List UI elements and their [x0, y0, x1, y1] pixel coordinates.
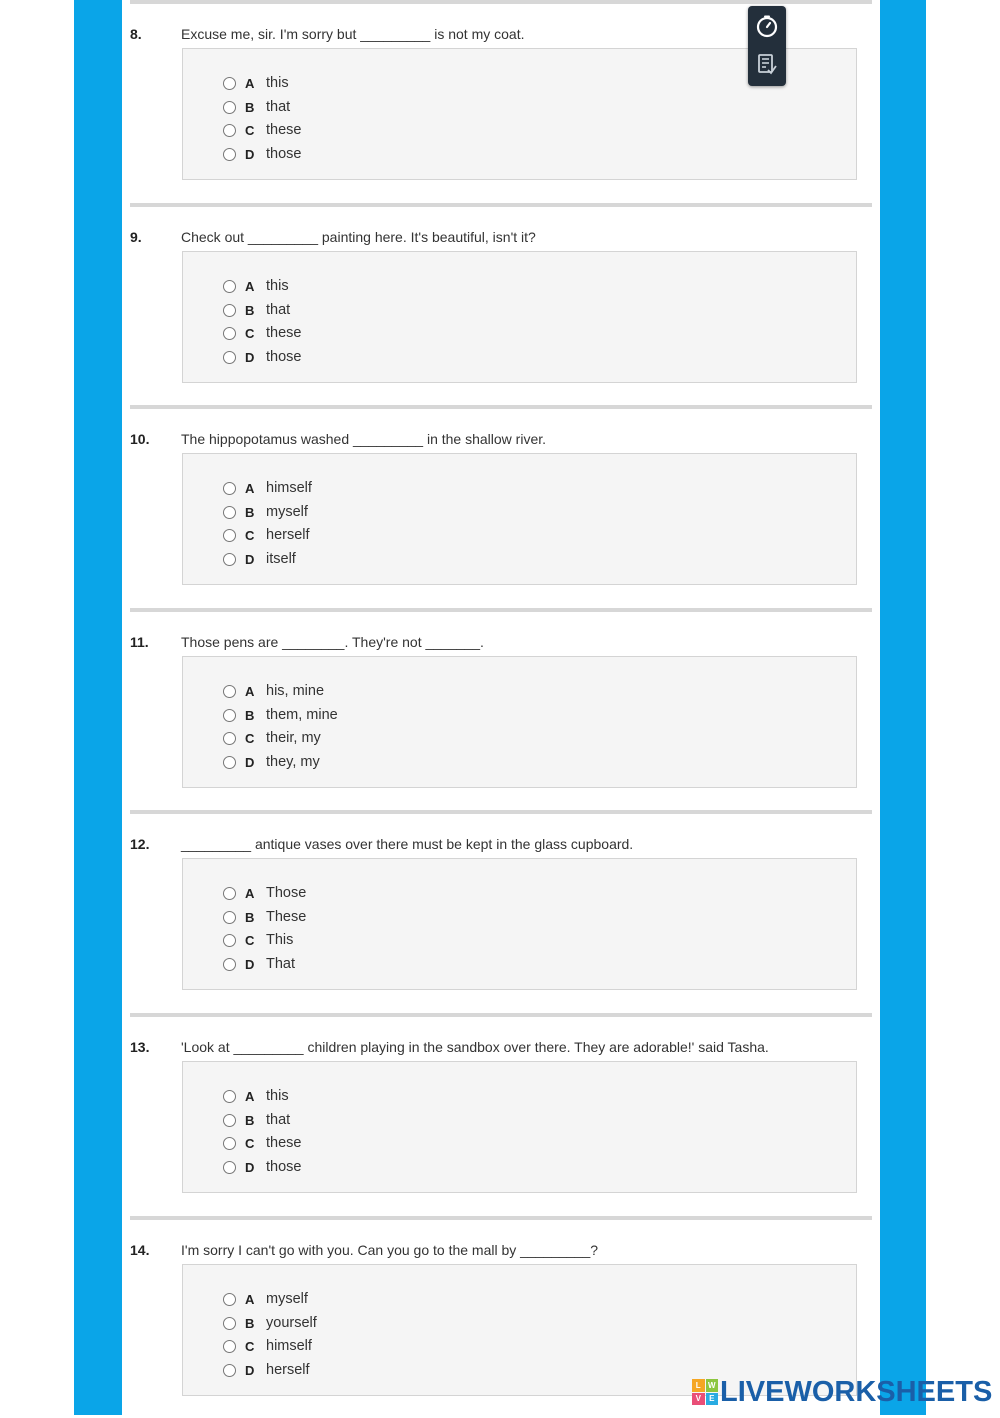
radio-button[interactable] — [223, 148, 236, 161]
liveworksheets-logo-icon — [692, 1379, 718, 1405]
option-letter: C — [245, 730, 255, 746]
option-letter: D — [245, 1362, 255, 1378]
option-letter: A — [245, 480, 255, 496]
option-text: that — [266, 99, 291, 115]
option-letter: B — [245, 1315, 255, 1331]
option-text: Those — [266, 885, 307, 901]
radio-button[interactable] — [223, 553, 236, 566]
answer-option[interactable] — [223, 276, 289, 296]
question-text: Excuse me, sir. I'm sorry but _________ is not my coat. — [181, 26, 525, 42]
option-text: herself — [266, 1362, 310, 1378]
worksheet-button[interactable] — [753, 50, 781, 78]
answer-option[interactable] — [223, 97, 290, 117]
answer-option[interactable] — [223, 73, 289, 93]
answer-option[interactable] — [223, 478, 312, 498]
question-text: Check out _________ painting here. It's beautiful, isn't it? — [181, 229, 536, 245]
radio-button[interactable] — [223, 124, 236, 137]
answer-option[interactable] — [223, 1360, 310, 1380]
option-text: this — [266, 1088, 289, 1104]
option-text: that — [266, 1112, 291, 1128]
radio-button[interactable] — [223, 101, 236, 114]
answer-option[interactable] — [223, 347, 301, 367]
option-letter: C — [245, 122, 255, 138]
answer-option[interactable] — [223, 728, 321, 748]
question-block — [122, 1013, 880, 1215]
question-block — [122, 405, 880, 607]
liveworksheets-brand — [692, 1372, 992, 1412]
option-text: these — [266, 325, 302, 341]
radio-button[interactable] — [223, 732, 236, 745]
radio-button[interactable] — [223, 1340, 236, 1353]
radio-button[interactable] — [223, 351, 236, 364]
question-divider — [130, 1013, 872, 1017]
question-number: 12. — [130, 836, 150, 852]
option-text: they, my — [266, 754, 320, 770]
answer-option[interactable] — [223, 120, 301, 140]
worksheet-page — [122, 0, 880, 1415]
radio-button[interactable] — [223, 1293, 236, 1306]
radio-button[interactable] — [223, 482, 236, 495]
question-number: 10. — [130, 431, 150, 447]
option-text: those — [266, 1159, 302, 1175]
option-letter: B — [245, 909, 255, 925]
radio-button[interactable] — [223, 1161, 236, 1174]
option-text: this — [266, 278, 289, 294]
question-block — [122, 203, 880, 405]
answer-option[interactable] — [223, 323, 301, 343]
answer-option[interactable] — [223, 681, 324, 701]
option-letter: B — [245, 1112, 255, 1128]
brand-name: LIVEWORKSHEETS — [720, 1375, 993, 1408]
radio-button[interactable] — [223, 934, 236, 947]
option-text: these — [266, 1135, 302, 1151]
radio-button[interactable] — [223, 1317, 236, 1330]
radio-button[interactable] — [223, 685, 236, 698]
option-text: his, mine — [266, 683, 325, 699]
question-block — [122, 608, 880, 810]
answer-option[interactable] — [223, 502, 308, 522]
option-letter: A — [245, 683, 255, 699]
question-divider — [130, 608, 872, 612]
option-text: this — [266, 75, 289, 91]
option-letter: C — [245, 1338, 255, 1354]
answer-option[interactable] — [223, 1313, 317, 1333]
radio-button[interactable] — [223, 1090, 236, 1103]
radio-button[interactable] — [223, 77, 236, 90]
question-number: 8. — [130, 26, 142, 42]
answer-option[interactable] — [223, 1110, 290, 1130]
option-letter: A — [245, 1088, 255, 1104]
option-text: them, mine — [266, 707, 338, 723]
radio-button[interactable] — [223, 1364, 236, 1377]
option-text: himself — [266, 1338, 312, 1354]
question-divider — [130, 810, 872, 814]
option-letter: C — [245, 1135, 255, 1151]
question-text: 'Look at _________ children playing in the sandbox over there. They are adorable!' said Tasha. — [181, 1039, 769, 1055]
option-text: that — [266, 302, 291, 318]
option-letter: A — [245, 75, 255, 91]
radio-button[interactable] — [223, 529, 236, 542]
answer-option[interactable] — [223, 1336, 312, 1356]
option-text: myself — [266, 504, 308, 520]
floating-toolbar — [748, 6, 786, 86]
option-letter: A — [245, 1291, 255, 1307]
timer-icon — [755, 14, 779, 38]
radio-button[interactable] — [223, 327, 236, 340]
option-letter: C — [245, 932, 255, 948]
radio-button[interactable] — [223, 280, 236, 293]
answer-option[interactable] — [223, 549, 296, 569]
question-text: The hippopotamus washed _________ in the shallow river. — [181, 431, 547, 447]
radio-button[interactable] — [223, 1137, 236, 1150]
option-letter: D — [245, 956, 255, 972]
radio-button[interactable] — [223, 887, 236, 900]
question-divider — [130, 0, 872, 4]
logo-tile: E — [706, 1393, 719, 1406]
question-text: _________ antique vases over there must be kept in the glass cupboard. — [181, 836, 634, 852]
radio-button[interactable] — [223, 958, 236, 971]
answer-option[interactable] — [223, 144, 301, 164]
option-text: those — [266, 146, 302, 162]
option-letter: B — [245, 707, 255, 723]
question-divider — [130, 203, 872, 207]
option-letter: D — [245, 146, 255, 162]
right-accent-bar — [880, 0, 926, 1415]
option-letter: B — [245, 302, 255, 318]
answer-option[interactable] — [223, 525, 310, 545]
option-text: himself — [266, 480, 312, 496]
option-letter: C — [245, 325, 255, 341]
option-text: myself — [266, 1291, 308, 1307]
option-letter: B — [245, 504, 255, 520]
logo-tile: W — [706, 1379, 719, 1392]
question-number: 14. — [130, 1242, 150, 1258]
option-text: yourself — [266, 1315, 317, 1331]
option-text: herself — [266, 527, 310, 543]
answer-option[interactable] — [223, 1289, 308, 1309]
option-letter: D — [245, 1159, 255, 1175]
question-block — [122, 810, 880, 1012]
question-text: I'm sorry I can't go with you. Can you go to the mall by _________? — [181, 1242, 599, 1258]
option-text: That — [266, 956, 296, 972]
answer-option[interactable] — [223, 930, 293, 950]
timer-button[interactable] — [753, 12, 781, 40]
answer-options-panel — [182, 453, 857, 585]
answer-options-panel — [182, 1061, 857, 1193]
question-number: 11. — [130, 634, 149, 650]
question-text: Those pens are ________. They're not _______. — [181, 634, 484, 650]
question-number: 13. — [130, 1039, 150, 1055]
option-letter: A — [245, 885, 255, 901]
option-text: those — [266, 349, 302, 365]
radio-button[interactable] — [223, 506, 236, 519]
answer-option[interactable] — [223, 752, 320, 772]
option-text: These — [266, 909, 307, 925]
option-letter: A — [245, 278, 255, 294]
radio-button[interactable] — [223, 756, 236, 769]
radio-button[interactable] — [223, 304, 236, 317]
answer-option[interactable] — [223, 883, 306, 903]
left-accent-bar — [74, 0, 122, 1415]
answer-options-panel — [182, 251, 857, 383]
answer-options-panel — [182, 858, 857, 990]
logo-tile: V — [692, 1393, 705, 1406]
radio-button[interactable] — [223, 709, 236, 722]
question-divider — [130, 1216, 872, 1220]
question-divider — [130, 405, 872, 409]
option-letter: D — [245, 349, 255, 365]
logo-tile: L — [692, 1379, 705, 1392]
option-text: This — [266, 932, 294, 948]
radio-button[interactable] — [223, 1114, 236, 1127]
option-letter: D — [245, 754, 255, 770]
option-text: itself — [266, 551, 296, 567]
question-number: 9. — [130, 229, 142, 245]
option-text: these — [266, 122, 302, 138]
answer-option[interactable] — [223, 300, 290, 320]
answer-option[interactable] — [223, 1133, 301, 1153]
answer-option[interactable] — [223, 1157, 301, 1177]
answer-option[interactable] — [223, 954, 295, 974]
option-letter: C — [245, 527, 255, 543]
option-letter: D — [245, 551, 255, 567]
worksheet-check-icon — [755, 52, 779, 76]
answer-option[interactable] — [223, 1086, 289, 1106]
answer-options-panel — [182, 656, 857, 788]
option-text: their, my — [266, 730, 321, 746]
answer-option[interactable] — [223, 907, 306, 927]
radio-button[interactable] — [223, 911, 236, 924]
option-letter: B — [245, 99, 255, 115]
answer-option[interactable] — [223, 705, 338, 725]
